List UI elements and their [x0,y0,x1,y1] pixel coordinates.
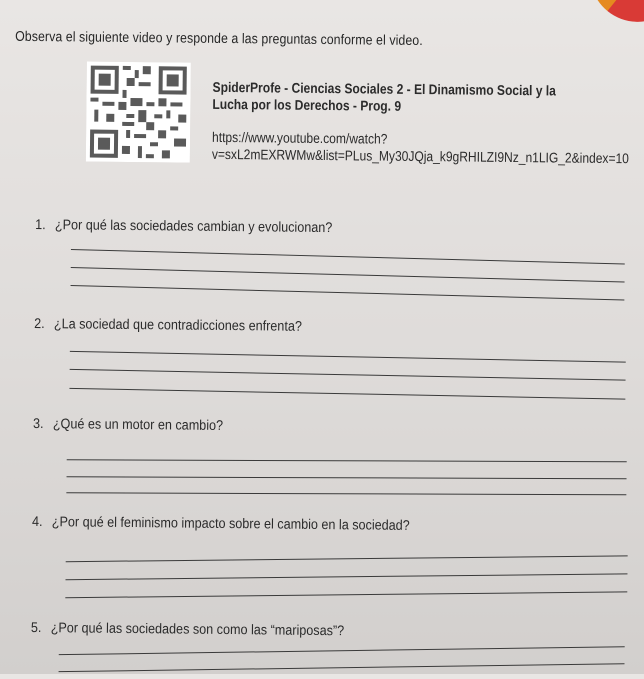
answer-line[interactable] [71,249,625,265]
question-text: ¿Qué es un motor en cambio? [52,415,224,433]
answer-line[interactable] [71,267,625,283]
question-2 [34,315,302,334]
video-title-line2: Lucha por los Derechos - Prog. 9 [212,95,402,114]
answer-line[interactable] [59,646,625,655]
question-text: ¿Por qué las sociedades cambian y evolucionan? [54,216,333,236]
answer-line[interactable] [71,285,625,301]
video-url-link[interactable]: https://www.youtube.com/watch?v=sxL2mEXRWMw&list=PLus_My30JQja_k9gRHILZI9Nz_n1LIG_2&index=10 [211,128,630,167]
question-number: 1. [35,215,46,233]
answer-line[interactable] [66,555,628,562]
question-number: 3. [33,414,44,432]
question-text: ¿Por qué el feminismo impacto sobre el cambio en la sociedad? [51,513,410,533]
question-number: 4. [31,512,43,530]
answer-line[interactable] [69,388,625,400]
video-info [211,78,642,167]
question-1 [35,216,332,235]
decorative-color-wheel [567,0,644,24]
qr-code[interactable] [86,62,191,163]
question-number: 5. [30,618,42,636]
question-text: ¿La sociedad que contradicciones enfrenta? [53,315,302,334]
answer-line[interactable] [67,459,627,462]
answer-line[interactable] [66,492,626,495]
question-number: 2. [34,314,45,332]
question-text: ¿Por qué las sociedades son como las “mariposas”? [50,619,345,639]
question-4 [32,513,410,533]
instructions-text: Observa el siguiente video y responde a las preguntas conforme el video. [15,27,423,49]
answer-line[interactable] [70,351,626,363]
question-5 [31,619,344,638]
answer-line[interactable] [65,591,627,598]
answer-line[interactable] [66,573,628,580]
video-title-line1: SpiderProfe - Ciencias Sociales 2 - El Dinamismo Social y la [212,78,556,99]
question-3 [33,415,223,433]
answer-line[interactable] [70,369,626,381]
answer-line[interactable] [59,663,625,672]
answer-line[interactable] [67,476,627,479]
